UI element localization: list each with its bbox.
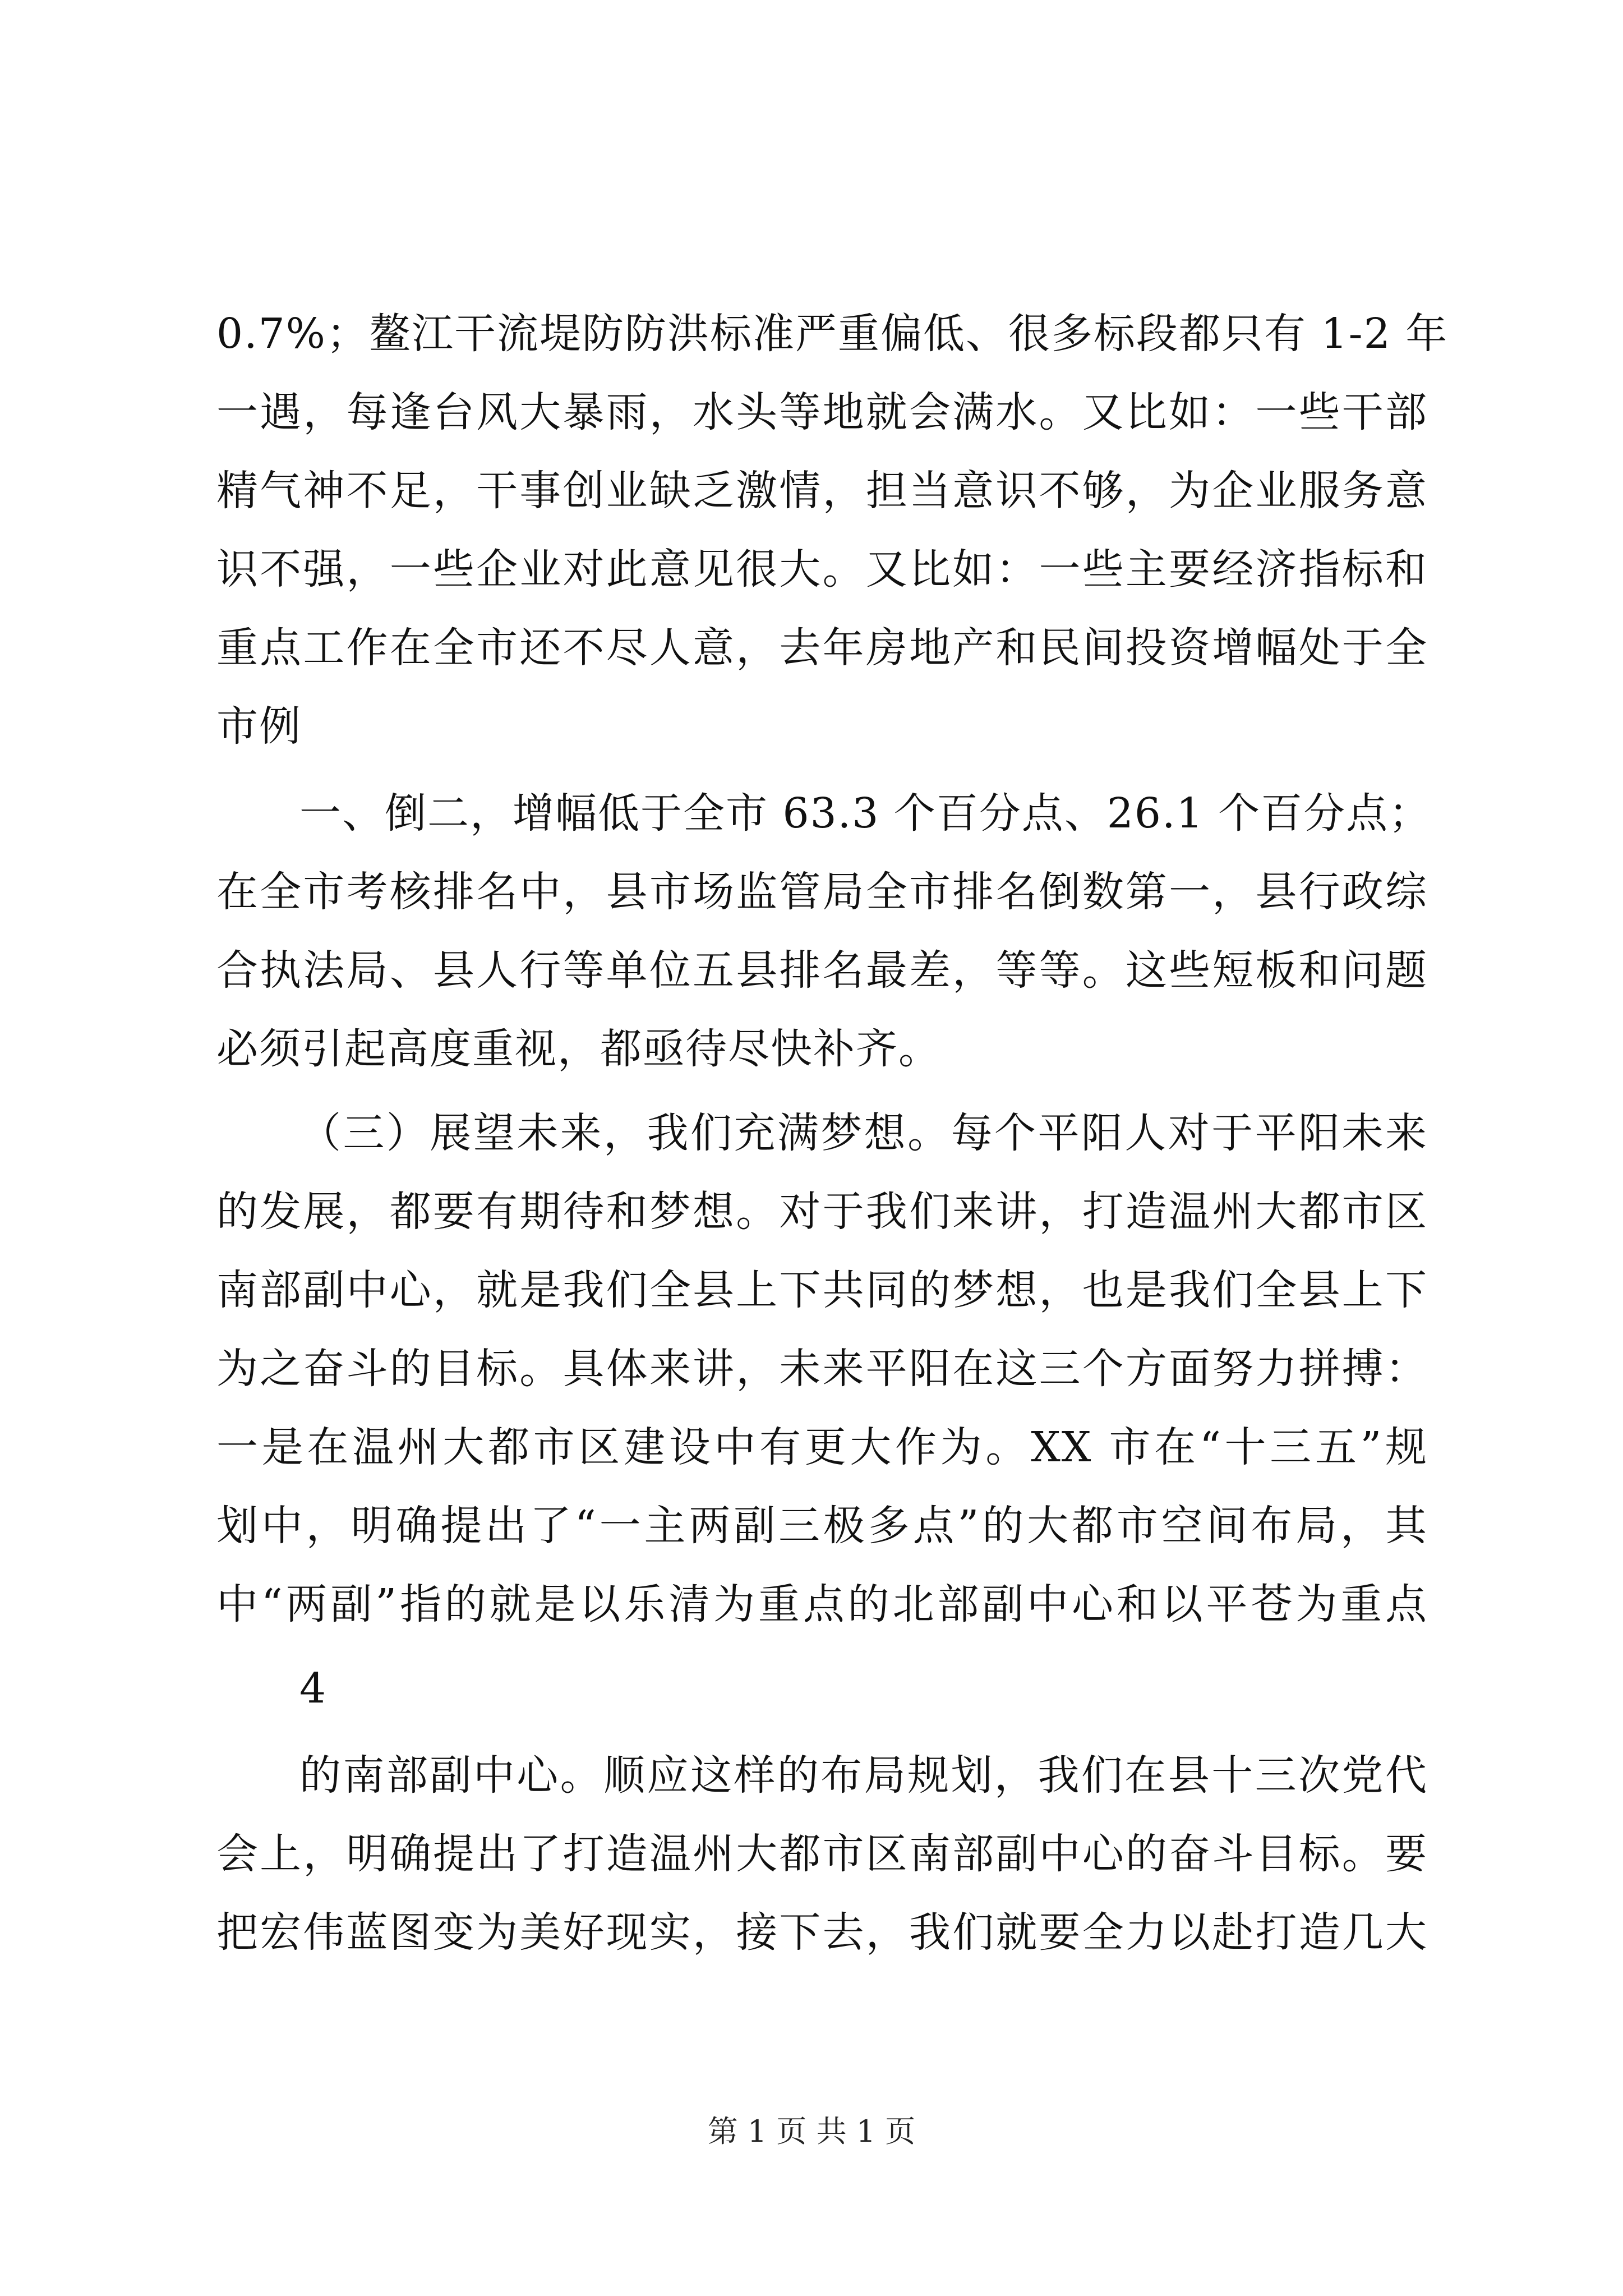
text-line-9: 合执法局、县人行等单位五县排名最差，等等。这些短板和问题 bbox=[216, 946, 1428, 995]
text-line-16: 划中，明确提出了“一主两副三极多点”的大都市空间布局，其 bbox=[216, 1502, 1428, 1550]
text-line-13: 南部副中心，就是我们全县上下共同的梦想，也是我们全县上下 bbox=[216, 1266, 1428, 1314]
text-line-4: 识不强，一些企业对此意见很大。又比如：一些主要经济指标和 bbox=[216, 545, 1428, 593]
text-line-5: 重点工作在全市还不尽人意，去年房地产和民间投资增幅处于全 bbox=[216, 624, 1428, 672]
text-line-17: 中“两副”指的就是以乐清为重点的北部副中心和以平苍为重点 bbox=[216, 1580, 1428, 1628]
text-line-8: 在全市考核排名中，县市场监管局全市排名倒数第一，县行政综 bbox=[216, 868, 1428, 916]
text-line-12: 的发展，都要有期待和梦想。对于我们来讲，打造温州大都市区 bbox=[216, 1188, 1428, 1236]
page-footer: 第 1 页 共 1 页 bbox=[707, 2114, 916, 2149]
inline-page-number: 4 bbox=[299, 1664, 326, 1713]
text-line-18: 的南部副中心。顺应这样的布局规划，我们在县十三次党代 bbox=[299, 1751, 1428, 1800]
text-line-1: 0.7%；鳌江干流堤防防洪标准严重偏低、很多标段都只有 1-2 年 bbox=[216, 310, 1449, 358]
text-line-7: 一、倒二，增幅低于全市 63.3 个百分点、26.1 个百分点； bbox=[299, 789, 1432, 838]
text-line-6: 市例 bbox=[216, 702, 302, 751]
text-line-3: 精气神不足，干事创业缺乏激情，担当意识不够，为企业服务意 bbox=[216, 467, 1428, 515]
text-line-19: 会上，明确提出了打造温州大都市区南部副中心的奋斗目标。要 bbox=[216, 1830, 1428, 1878]
text-line-2: 一遇，每逢台风大暴雨，水头等地就会满水。又比如：一些干部 bbox=[216, 388, 1428, 436]
text-line-14: 为之奋斗的目标。具体来讲，未来平阳在这三个方面努力拼搏： bbox=[216, 1345, 1428, 1393]
text-line-10: 必须引起高度重视，都亟待尽快补齐。 bbox=[216, 1025, 941, 1073]
text-line-20: 把宏伟蓝图变为美好现实，接下去，我们就要全力以赴打造几大 bbox=[216, 1908, 1428, 1957]
text-line-15: 一是在温州大都市区建设中有更大作为。XX 市在“十三五”规 bbox=[216, 1423, 1428, 1471]
text-line-11: （三）展望未来，我们充满梦想。每个平阳人对于平阳未来 bbox=[299, 1109, 1428, 1157]
